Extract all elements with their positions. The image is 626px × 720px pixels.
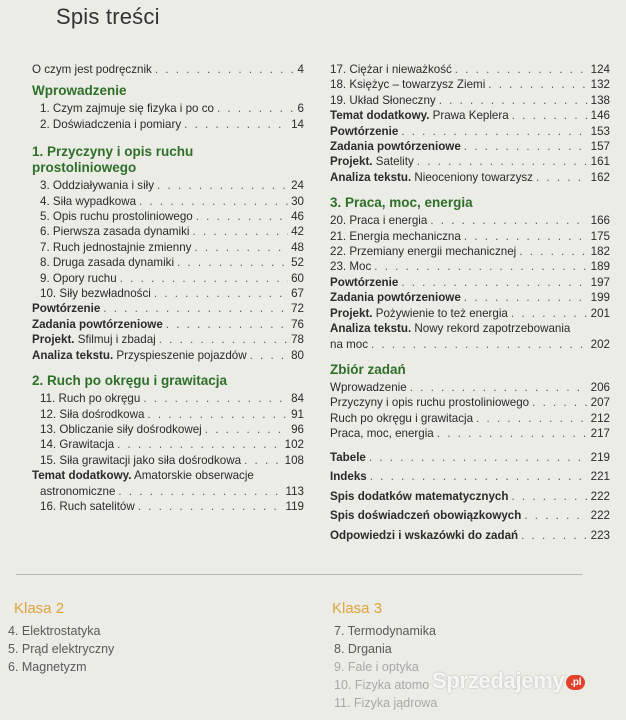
toc-entry: 12. Siła dośrodkowa . . . 91 xyxy=(32,407,304,422)
toc-entry: 23. Moc . . . 189 xyxy=(330,259,610,274)
toc-entry-projekt: Projekt. Satelity . . . 161 xyxy=(330,154,610,169)
watermark-logo: Sprzedajemy .pl xyxy=(432,668,585,694)
toc-entry: 3. Oddziaływania i siły . . . 24 xyxy=(32,178,304,193)
toc-entry: 17. Ciężar i nieważkość . . . 124 xyxy=(330,62,610,77)
toc-entry-analiza: Analiza tekstu. Nowy rekord zapotrzebowania xyxy=(330,322,571,336)
toc-entry: 6. Pierwsza zasada dynamiki . . . 42 xyxy=(32,224,304,239)
toc-entry-zadania: Zadania powtórzeniowe . . . 76 xyxy=(32,317,304,332)
toc-entry: 2. Doświadczenia i pomiary . . . 14 xyxy=(32,117,304,132)
watermark-badge: .pl xyxy=(566,675,585,690)
toc-entry-odpowiedzi: Odpowiedzi i wskazówki do zadań . . . 223 xyxy=(330,526,610,546)
toc-entry: 16. Ruch satelitów . . . 119 xyxy=(32,499,304,514)
toc-entry-analiza-cont: na moc . . . 202 xyxy=(330,337,610,352)
list-item: 11. Fizyka jądrowa xyxy=(334,696,438,710)
toc-entry-dodatki: Spis dodatków matematycznych . . . 222 xyxy=(330,487,610,507)
toc-entry: 5. Opis ruchu prostoliniowego . . . 46 xyxy=(32,209,304,224)
toc-entry-projekt: Projekt. Sfilmuj i zbadaj . . . 78 xyxy=(32,332,304,347)
toc-entry: Wprowadzenie . . . 206 xyxy=(330,380,610,395)
toc-left-column xyxy=(32,62,304,514)
section-title-wprowadzenie: Wprowadzenie xyxy=(32,83,127,99)
toc-entry: 1. Czym zajmuje się fizyka i po co . . . 6 xyxy=(32,101,304,116)
toc-entry: 9. Opory ruchu . . . 60 xyxy=(32,271,304,286)
toc-entry: 11. Ruch po okręgu . . . 84 xyxy=(32,391,304,406)
list-item: 4. Elektrostatyka xyxy=(8,624,101,638)
section-divider xyxy=(16,574,582,575)
toc-entry-doswiadczenia: Spis doświadczeń obowiązkowych . . . 222 xyxy=(330,506,610,526)
toc-entry-powtorzenie: Powtórzenie . . . 153 xyxy=(330,124,610,139)
toc-entry-temat: Temat dodatkowy. Amatorskie obserwacje xyxy=(32,469,254,483)
klasa-2-title: Klasa 2 xyxy=(14,600,65,617)
toc-entry: 22. Przemiany energii mechanicznej . . . 182 xyxy=(330,244,610,259)
toc-entry: O czym jest podręcznik . . . 4 xyxy=(32,62,304,77)
list-item: 10. Fizyka atomo xyxy=(334,678,430,692)
toc-entry-tabele: Tabele . . . 219 xyxy=(330,448,610,468)
toc-entry: 21. Energia mechaniczna . . . 175 xyxy=(330,229,610,244)
toc-entry: 19. Układ Słoneczny . . . 138 xyxy=(330,93,610,108)
toc-entry: 10. Siły bezwładności . . . 67 xyxy=(32,286,304,301)
section-title-2: 2. Ruch po okręgu i grawitacja xyxy=(32,373,228,389)
toc-right-column xyxy=(330,62,610,545)
toc-entry: Ruch po okręgu i grawitacja . . . 212 xyxy=(330,411,610,426)
toc-entry-powtorzenie: Powtórzenie . . . 197 xyxy=(330,275,610,290)
page-title: Spis treści xyxy=(56,4,160,29)
toc-entry-temat: Temat dodatkowy. Prawa Keplera . . . 146 xyxy=(330,108,610,123)
section-title-3: 3. Praca, moc, energia xyxy=(330,195,473,211)
toc-entry-zadania: Zadania powtórzeniowe . . . 199 xyxy=(330,290,610,305)
toc-entry: 7. Ruch jednostajnie zmienny . . . 48 xyxy=(32,240,304,255)
klasa-3-list xyxy=(334,622,437,712)
toc-entry-analiza: Analiza tekstu. Przyspieszenie pojazdów . . . 80 xyxy=(32,348,304,363)
section-title-1: 1. Przyczyny i opis ruchu prostoliniowego xyxy=(32,144,194,176)
toc-entry: 20. Praca i energia . . . 166 xyxy=(330,213,610,228)
toc-entry: 18. Księżyc – towarzysz Ziemi . . . 132 xyxy=(330,77,610,92)
toc-entry: 13. Obliczanie siły dośrodkowej . . . 96 xyxy=(32,422,304,437)
klasa-3-title: Klasa 3 xyxy=(332,600,383,617)
list-item: 7. Termodynamika xyxy=(334,624,436,638)
toc-entry: 14. Grawitacja . . . 102 xyxy=(32,437,304,452)
toc-entry-temat-cont: astronomiczne . . . 113 xyxy=(32,484,304,499)
list-item: 9. Fale i optyka xyxy=(334,660,419,674)
toc-entry-analiza: Analiza tekstu. Nieoceniony towarzysz . . . 162 xyxy=(330,170,610,185)
toc-entry-zadania: Zadania powtórzeniowe . . . 157 xyxy=(330,139,610,154)
list-item: 5. Prąd elektryczny xyxy=(8,642,115,656)
list-item: 8. Drgania xyxy=(334,642,392,656)
toc-entry: 4. Siła wypadkowa . . . 30 xyxy=(32,194,304,209)
toc-entry: 8. Druga zasada dynamiki . . . 52 xyxy=(32,255,304,270)
klasa-2-list xyxy=(8,622,114,676)
list-item: 6. Magnetyzm xyxy=(8,660,87,674)
toc-entry-powtorzenie: Powtórzenie . . . 72 xyxy=(32,301,304,316)
toc-entry: Przyczyny i opis ruchu prostoliniowego . . . 207 xyxy=(330,395,610,410)
toc-entry-projekt: Projekt. Pożywienie to też energia . . . 201 xyxy=(330,306,610,321)
toc-entry-indeks: Indeks . . . 221 xyxy=(330,467,610,487)
toc-entry: Praca, moc, energia . . . 217 xyxy=(330,426,610,441)
toc-entry: 15. Siła grawitacji jako siła dośrodkowa . . . 108 xyxy=(32,453,304,468)
section-title-zbior: Zbiór zadań xyxy=(330,361,406,377)
